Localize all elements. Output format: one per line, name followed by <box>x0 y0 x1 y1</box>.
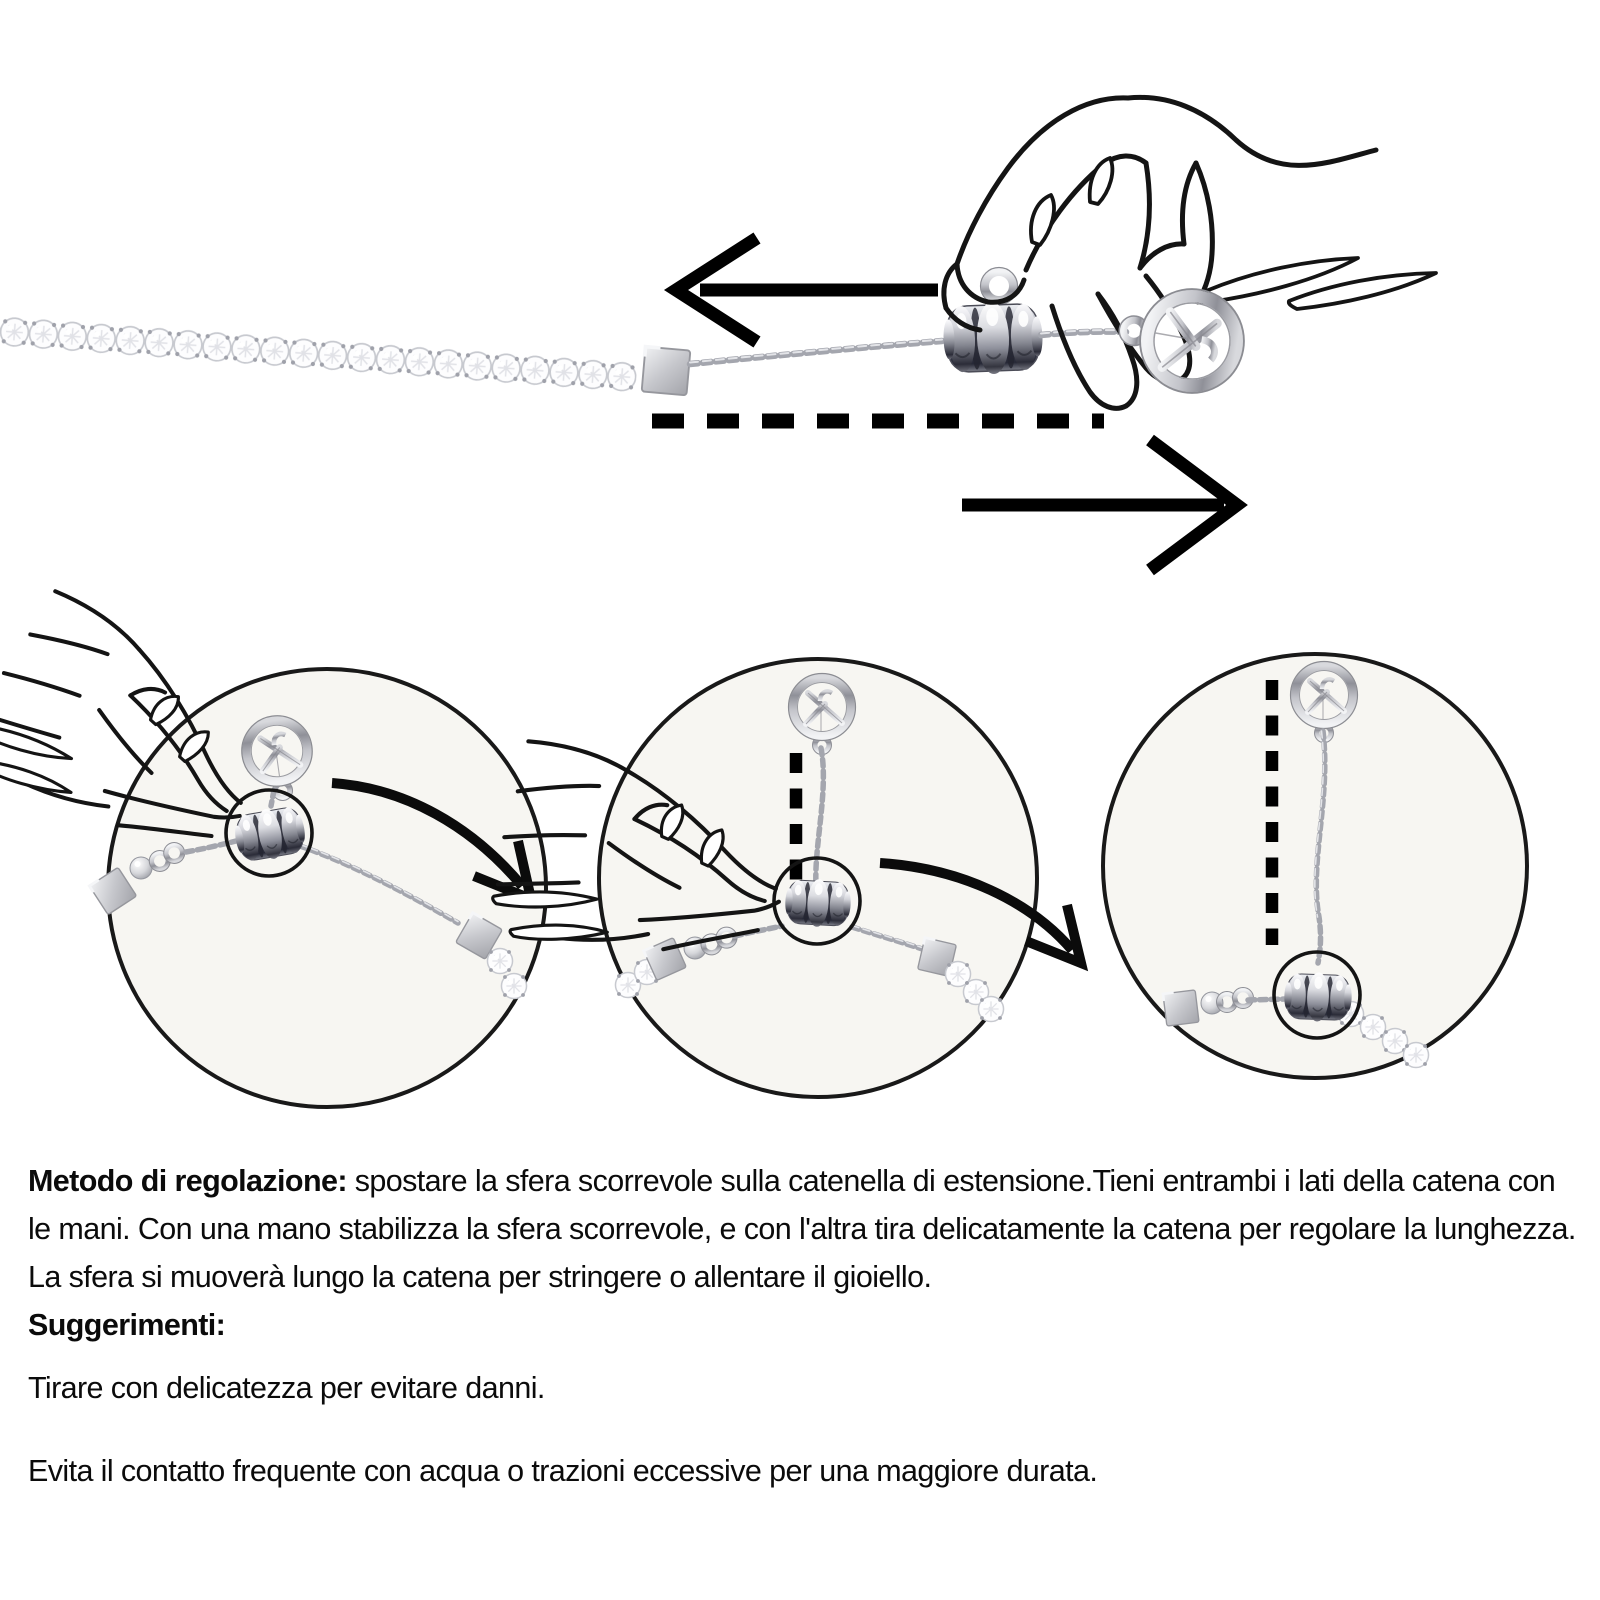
step-1-circle <box>108 669 546 1107</box>
method-text: spostare la sfera scorrevole sulla catenella di estensione.Tieni entrambi i lati della catena con le mani. Con una mano stabilizza la sfera scorrevole, e con l'altra tira delicatamente la catena per regolare la lunghezza. La sfera si muoverà lungo la catena per stringere o allentare il gioiello. <box>28 1164 1576 1294</box>
tips-label: Suggerimenti: <box>28 1308 226 1342</box>
step-circle-1 <box>0 587 546 1107</box>
method-paragraph <box>28 1157 1577 1301</box>
crystal-bead <box>978 996 1003 1021</box>
tip-gentle: Tirare con delicatezza per evitare danni. <box>28 1371 545 1405</box>
slide-left-arrow <box>676 238 938 342</box>
method-label: Metodo di regolazione: <box>28 1164 347 1198</box>
hero-illustration <box>0 97 1436 570</box>
slider-ball <box>784 878 852 929</box>
step-circle-3 <box>1103 654 1527 1078</box>
step-circle-2 <box>487 659 1081 1097</box>
round-bead <box>130 857 152 879</box>
slider-ball <box>942 300 1043 375</box>
caption-block <box>28 1157 1577 1495</box>
crystal-bead <box>1360 1014 1385 1039</box>
cube-bead <box>642 347 691 396</box>
crystal-bead <box>501 973 526 998</box>
crystal-bead <box>487 948 512 973</box>
tennis-bracelet <box>0 304 638 406</box>
cube-bead <box>1163 990 1199 1026</box>
crystal-bead <box>1403 1042 1428 1067</box>
extension-chain <box>690 341 942 364</box>
tip-water: Evita il contatto frequente con acqua o trazioni eccessive per una maggiore durata. <box>28 1454 1098 1488</box>
slider-ball <box>1284 971 1353 1022</box>
slide-right-arrow <box>962 440 1237 570</box>
